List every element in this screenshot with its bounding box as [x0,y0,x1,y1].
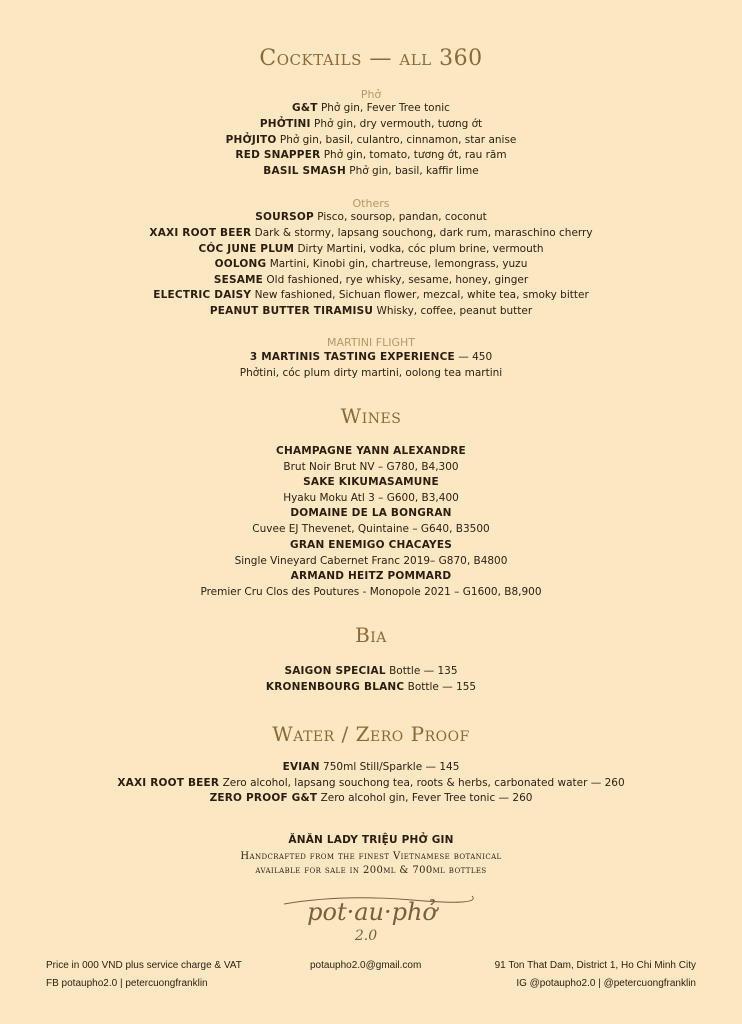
item-desc: Whisky, coffee, peanut butter [376,305,533,317]
item-name: GRAN ENEMIGO CHACAYES [290,539,452,551]
menu-item [0,761,742,773]
item-desc: Phở gin, tomato, tương ớt, rau răm [323,149,507,161]
others-subheading: Others [352,197,390,210]
item-name: SAKE KIKUMASAMUNE [303,476,439,488]
wine-name [0,570,742,582]
item-name: RED SNAPPER [235,149,321,161]
item-name: ARMAND HEITZ POMMARD [290,570,452,582]
item-desc: Old fashioned, rye whisky, sesame, honey, ginger [266,274,529,286]
menu-item [0,243,742,255]
address: 91 Ton That Dam, District 1, Ho Chi Minh City [494,960,696,971]
menu-item [0,305,742,317]
menu-item [0,681,742,693]
item-name: XAXI ROOT BEER [117,777,220,789]
gin-name [0,834,742,846]
item-name: EVIAN [282,761,320,773]
wine-name [0,476,742,488]
logo-version: 2.0 [354,928,378,944]
flight-item [0,351,742,363]
menu-item [0,289,742,301]
item-desc: Martini, Kinobi gin, chartreuse, lemongrass, yuzu [269,258,528,270]
item-desc: Phở gin, Fever Tree tonic [320,102,450,114]
item-name: PHỞTINI [259,118,311,130]
menu-item [0,777,742,789]
menu-item [0,165,742,177]
menu-item [0,134,742,146]
pho-subheading: Phở [360,88,382,101]
pot-au-pho-logo [262,890,482,946]
item-desc: Bottle — 135 [389,665,458,677]
item-name: SOURSOP [255,211,314,223]
price-note: Price in 000 VND plus service charge & VAT [46,960,242,971]
item-desc: Phở gin, basil, culantro, cinnamon, star anise [279,134,517,146]
item-name: G&T [292,102,318,114]
menu-item [0,118,742,130]
item-price: — 450 [454,351,493,363]
menu-item [0,792,742,804]
item-name: PHỞJITO [225,134,277,146]
menu-item [0,227,742,239]
item-name: XAXI ROOT BEER [149,227,252,239]
flight-desc: Phởtini, cóc plum dirty martini, oolong tea martini [239,367,503,379]
instagram-handle[interactable]: IG @potaupho2.0 | @petercuongfranklin [516,978,696,989]
item-name: CÓC JUNE PLUM [198,243,295,255]
wine-name [0,539,742,551]
wine-desc: Hyaku Moku Atl 3 – G600, B3,400 [283,492,459,504]
item-name: PEANUT BUTTER TIRAMISU [209,305,374,317]
item-name: ELECTRIC DAISY [153,289,252,301]
wines-title: Wines [340,404,402,428]
item-desc: Phở gin, dry vermouth, tương ớt [314,118,483,130]
item-desc: 750ml Still/Sparkle — 145 [323,761,460,773]
wine-name [0,507,742,519]
bia-title: Bia [355,623,387,647]
wine-desc: Cuvee EJ Thevenet, Quintaine – G640, B3500 [252,523,490,535]
menu-item [0,149,742,161]
item-desc: Bottle — 155 [407,681,477,693]
item-name: SESAME [213,274,264,286]
wine-desc: Premier Cru Clos des Poutures - Monopole 2021 – G1600, B8,900 [200,586,542,598]
item-name: CHAMPAGNE YANN ALEXANDRE [276,445,466,457]
item-name: 3 MARTINIS TASTING EXPERIENCE [249,351,455,363]
item-name: DOMAINE DE LA BONGRAN [290,507,452,519]
gin-tagline-2: available for sale in 200ml & 700ml bottles [255,865,487,876]
water-title: Water / Zero Proof [272,722,470,746]
item-desc: New fashioned, Sichuan flower, mezcal, white tea, smoky bitter [254,289,589,301]
menu-item [0,665,742,677]
item-desc: Phở gin, basil, kaffir lime [349,165,479,177]
gin-tagline-1: Handcrafted from the finest Vietnamese botanical [240,851,502,862]
item-desc: Zero alcohol gin, Fever Tree tonic — 260 [320,792,533,804]
menu-item [0,258,742,270]
wine-desc: Brut Noir Brut NV – G780, B4,300 [283,461,459,473]
item-desc: Dark & stormy, lapsang souchong, dark rum, maraschino cherry [254,227,593,239]
item-name: OOLONG [214,258,267,270]
item-name: ĂNĂN LADY TRIỆU PHỞ GIN [288,834,454,846]
item-name: SAIGON SPECIAL [284,665,386,677]
email-link[interactable]: potaupho2.0@gmail.com [310,960,422,971]
menu-item [0,274,742,286]
facebook-handle[interactable]: FB potaupho2.0 | petercuongfranklin [46,978,208,989]
cocktails-title: Cocktails — all 360 [259,46,483,71]
item-desc: Zero alcohol, lapsang souchong tea, roots & herbs, carbonated water — 260 [222,777,625,789]
martini-flight-subheading: MARTINI FLIGHT [326,336,415,349]
logo-text: pot·au·phở [307,898,437,926]
wine-name [0,445,742,457]
item-desc: Pisco, soursop, pandan, coconut [317,211,487,223]
item-name: ZERO PROOF G&T [209,792,318,804]
menu-item [0,211,742,223]
item-desc: Dirty Martini, vodka, cóc plum brine, vermouth [297,243,544,255]
item-name: BASIL SMASH [263,165,346,177]
wine-desc: Single Vineyard Cabernet Franc 2019– G870, B4800 [234,555,508,567]
menu-item [0,102,742,114]
item-name: KRONENBOURG BLANC [265,681,405,693]
